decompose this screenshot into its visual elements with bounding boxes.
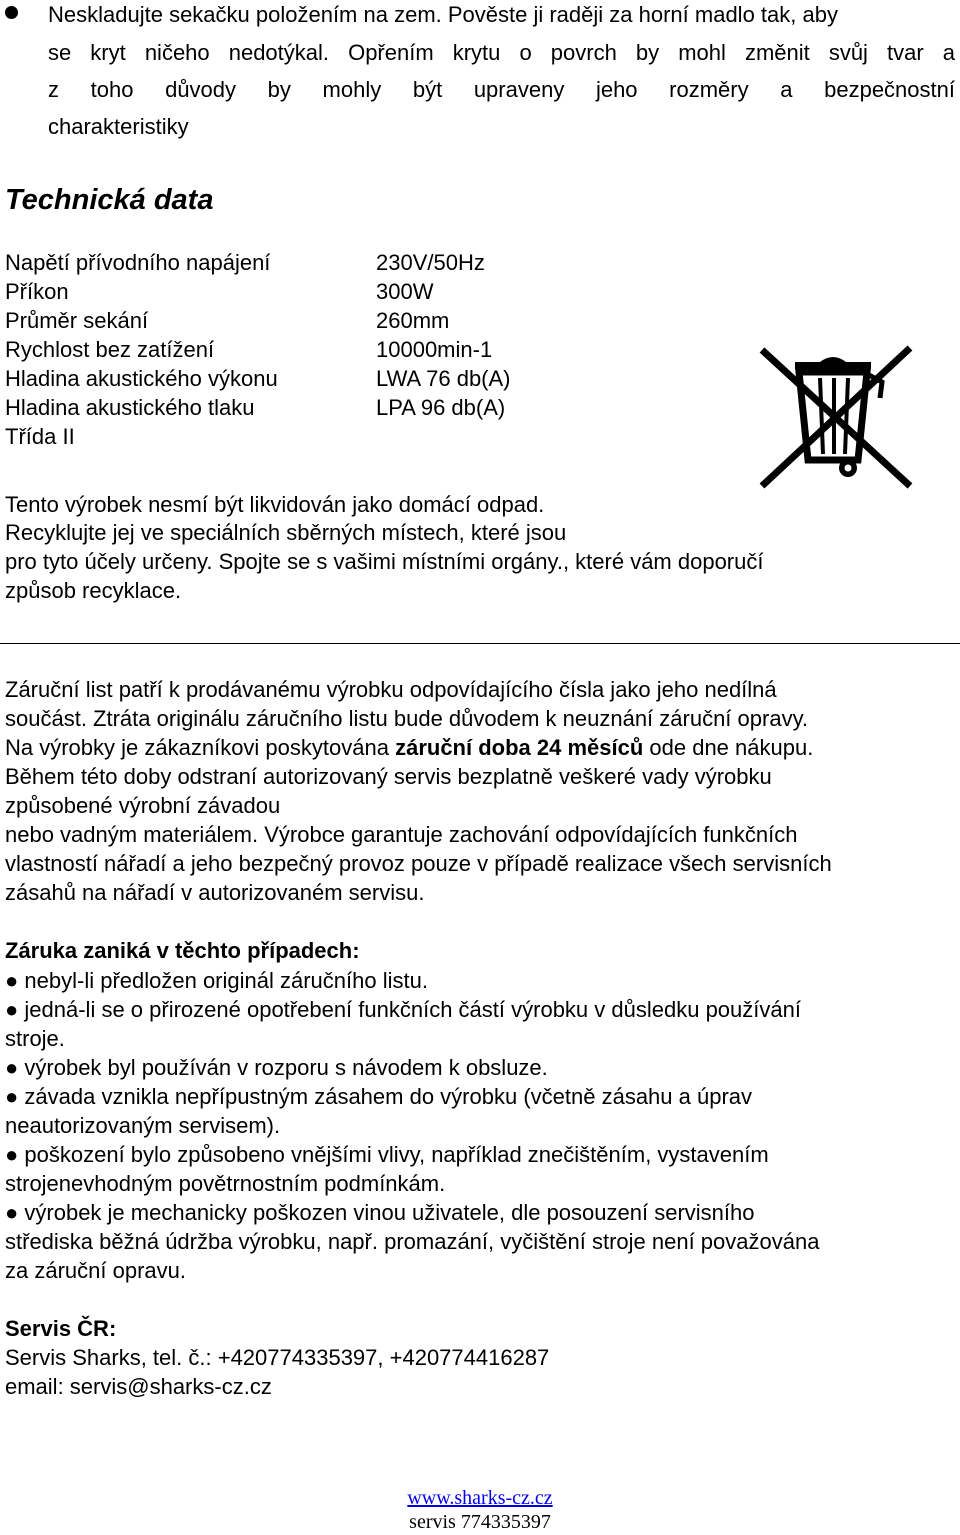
- warranty-line-5: způsobené výrobní závadou: [5, 793, 281, 818]
- warranty-line-4: Během této doby odstraní autorizovaný servis bezplatně veškeré vady výrobku: [5, 764, 772, 789]
- void-item: ● jedná-li se o přirozené opotřebení funkčních částí výrobku v důsledku používání: [5, 997, 801, 1022]
- intro-line-1: Neskladujte sekačku položením na zem. Pověste ji raději za horní madlo tak, aby: [48, 2, 838, 27]
- disposal-line-1: Tento výrobek nesmí být likvidován jako domácí odpad.: [5, 492, 545, 517]
- divider: [0, 643, 960, 644]
- tech-label: Průměr sekání: [5, 308, 149, 333]
- crossed-out-wheelie-bin-icon: [700, 338, 960, 498]
- intro-line-3: z toho důvody by mohly být upraveny jeho rozměry a bezpečnostní: [48, 77, 955, 102]
- warranty-line-3: [5, 733, 813, 762]
- tech-label: Hladina akustického výkonu: [5, 366, 278, 391]
- footer-link-row: [0, 1486, 960, 1511]
- void-item: stroje.: [5, 1026, 65, 1051]
- tech-label: Hladina akustického tlaku: [5, 395, 255, 420]
- tech-value: 260mm: [376, 308, 450, 333]
- tech-heading: Technická data: [5, 184, 214, 216]
- void-item: strojenevhodným povětrnostním podmínkám.: [5, 1171, 446, 1196]
- tech-label: Napětí přívodního napájení: [5, 250, 271, 275]
- service-phone: Servis Sharks, tel. č.: +420774335397, +420774416287: [5, 1345, 550, 1370]
- bullet-icon: [5, 6, 18, 19]
- tech-label: Třída II: [5, 424, 75, 449]
- tech-value: 10000min-1: [376, 337, 493, 362]
- disposal-line-4: způsob recyklace.: [5, 578, 182, 603]
- warranty-line-2: součást. Ztráta originálu záručního listu bude důvodem k neuznání záruční opravy.: [5, 706, 809, 731]
- intro-line-4: charakteristiky: [48, 114, 189, 139]
- warranty-text: ode dne nákupu.: [643, 735, 814, 760]
- warranty-period: záruční doba 24 měsíců: [395, 735, 644, 760]
- tech-value: LPA 96 db(A): [376, 395, 506, 420]
- disposal-line-3: pro tyto účely určeny. Spojte se s vašimi místními orgány., které vám doporučí: [5, 549, 764, 574]
- service-email: email: servis@sharks-cz.cz: [5, 1374, 272, 1399]
- tech-value: 230V/50Hz: [376, 250, 485, 275]
- void-item: za záruční opravu.: [5, 1258, 186, 1283]
- void-item: ● poškození bylo způsobeno vnějšími vlivy, například znečištěním, vystavením: [5, 1142, 769, 1167]
- void-item: neautorizovaným servisem).: [5, 1113, 281, 1138]
- void-item: ● závada vznikla nepřípustným zásahem do výrobku (včetně zásahu a úprav: [5, 1084, 753, 1109]
- void-heading: Záruka zaniká v těchto případech:: [5, 938, 360, 963]
- service-heading: Servis ČR:: [5, 1316, 117, 1341]
- tech-label: Rychlost bez zatížení: [5, 337, 215, 362]
- footer-service: servis 774335397: [409, 1511, 551, 1533]
- website-link[interactable]: www.sharks-cz.cz: [407, 1487, 553, 1509]
- warranty-line-1: Záruční list patří k prodávanému výrobku odpovídajícího čísla jako jeho nedílná: [5, 677, 777, 702]
- warranty-line-8: zásahů na nářadí v autorizovaném servisu.: [5, 880, 425, 905]
- warranty-line-7: vlastností nářadí a jeho bezpečný provoz pouze v případě realizace všech servisních: [5, 851, 832, 876]
- void-item: ● nebyl-li předložen originál záručního listu.: [5, 968, 428, 993]
- warranty-line-6: nebo vadným materiálem. Výrobce garantuje zachování odpovídajících funkčních: [5, 822, 798, 847]
- intro-line-2: se kryt ničeho nedotýkal. Opřením krytu o povrch by mohl změnit svůj tvar a: [48, 40, 955, 65]
- void-item: střediska běžná údržba výrobku, např. promazání, vyčištění stroje není považována: [5, 1229, 820, 1254]
- disposal-line-2: Recyklujte jej ve speciálních sběrných místech, které jsou: [5, 520, 567, 545]
- tech-value: 300W: [376, 279, 434, 304]
- warranty-text: Na výrobky je zákazníkovi poskytována: [5, 735, 396, 760]
- tech-value: LWA 76 db(A): [376, 366, 511, 391]
- void-item: ● výrobek je mechanicky poškozen vinou uživatele, dle posouzení servisního: [5, 1200, 755, 1225]
- void-item: ● výrobek byl používán v rozporu s návodem k obsluze.: [5, 1055, 548, 1080]
- tech-label: Příkon: [5, 279, 69, 304]
